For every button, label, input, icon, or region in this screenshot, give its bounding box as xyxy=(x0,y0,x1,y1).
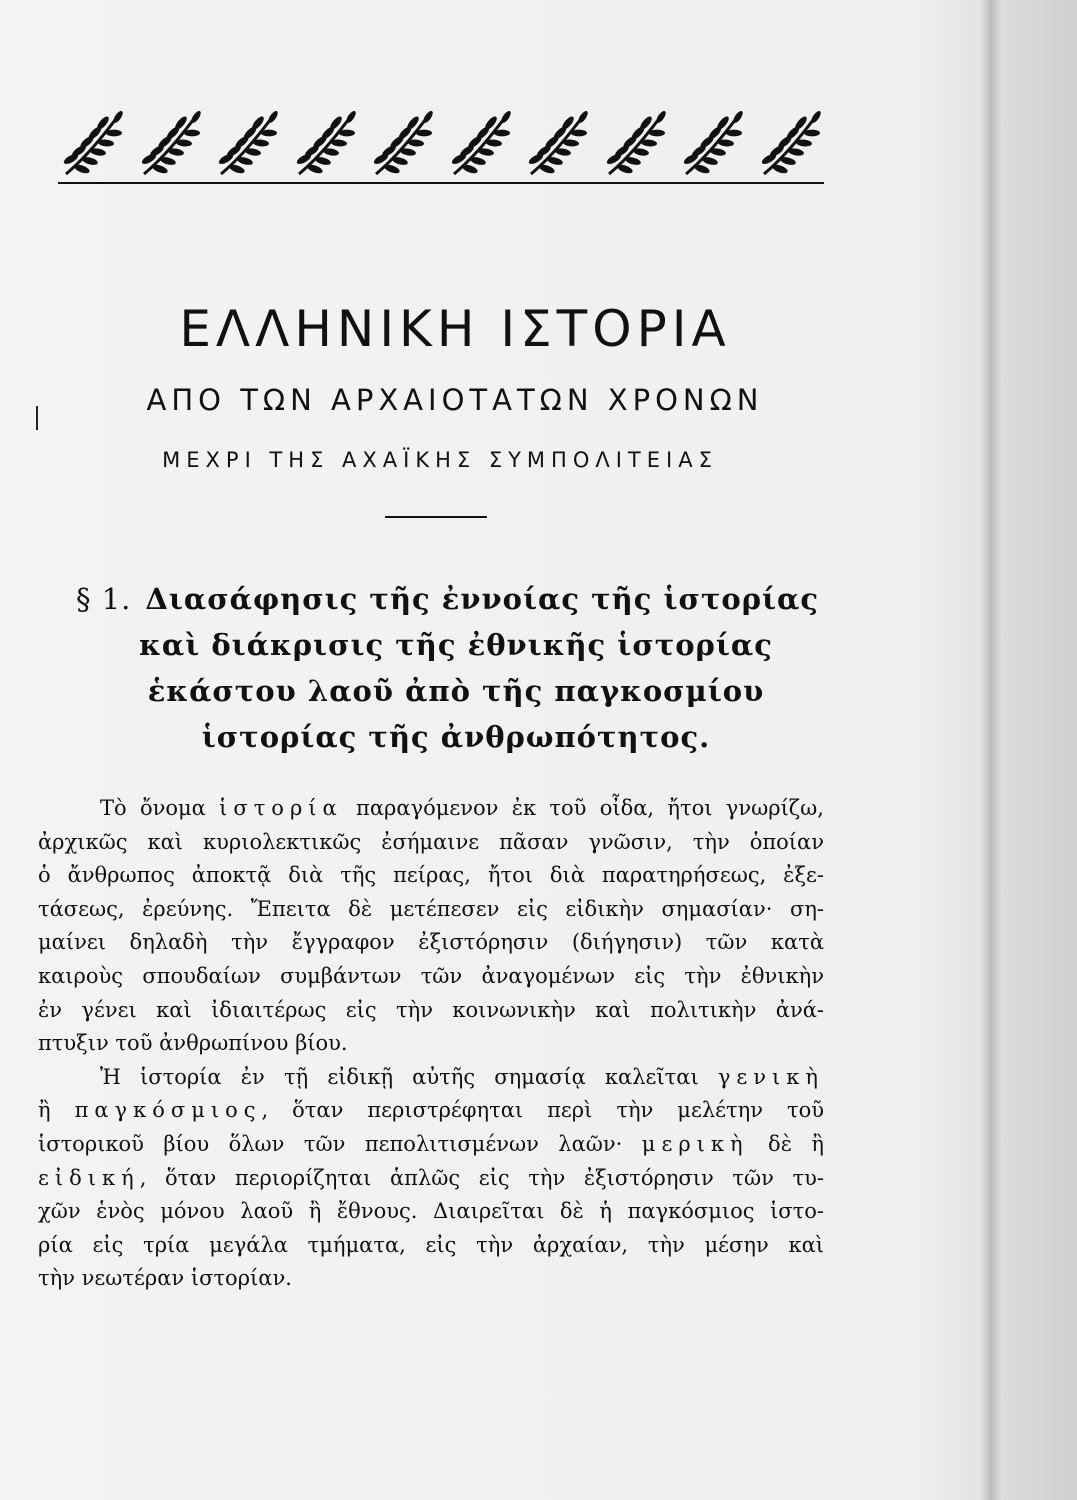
text-segment: Ἡ ἱστορία ἐν τῇ εἰδικῇ αὐτῆς σημασίᾳ καλεῖται xyxy=(100,1064,718,1089)
laurel-sprig-icon xyxy=(680,108,744,180)
book-subtitle-2: ΜΕΧΡΙ ΤΗΣ ΑΧΑΪΚΗΣ ΣΥΜΠΟΛΙΤΕΙΑΣ xyxy=(162,448,718,472)
text-segment: , ὅταν περιστρέφηται περὶ τὴν μελέτην τοῦ xyxy=(261,1098,824,1123)
text-line xyxy=(38,1162,824,1196)
text-line xyxy=(38,1027,824,1061)
text-segment: , ὅταν περιορίζηται ἁπλῶς εἰς τὴν ἐξιστόρησιν τῶν τυ- xyxy=(139,1165,824,1190)
text-segment: ὁ ἄνθρωπος ἀποκτᾷ διὰ τῆς πείρας, ἤτοι διὰ παρατηρήσεως, ἐξε- xyxy=(38,863,824,888)
book-subtitle: ΑΠΟ ΤΩΝ ΑΡΧΑΙΟΤΑΤΩΝ ΧΡΟΝΩΝ xyxy=(146,383,764,417)
section-heading xyxy=(76,576,836,760)
laurel-sprig-icon xyxy=(215,108,279,180)
emphasized-term: γενικὴ xyxy=(717,1064,824,1089)
text-line xyxy=(38,893,824,927)
laurel-ornament-row xyxy=(60,100,822,180)
section-heading-line xyxy=(76,576,836,622)
text-segment: πτυξιν τοῦ ἀνθρωπίνου βίου. xyxy=(38,1031,348,1056)
laurel-sprig-icon xyxy=(370,108,434,180)
text-line xyxy=(38,1229,824,1263)
text-segment: ἀρχικῶς καὶ κυριολεκτικῶς ἐσήμαινε πᾶσαν γνῶσιν, τὴν ὁποίαν xyxy=(38,829,824,854)
section-heading-line: ἱστορίας τῆς ἀνθρωπότητος. xyxy=(201,720,711,754)
section-heading-line: καὶ διάκρισις τῆς ἐθνικῆς ἱστορίας xyxy=(139,628,773,662)
text-segment: ἱστορικοῦ βίου ὅλων τῶν πεπολιτισμένων λαῶν· xyxy=(38,1131,642,1156)
text-segment: παραγόμενον ἐκ τοῦ οἶδα, ἤτοι γνωρίζω, xyxy=(342,796,824,820)
section-heading-text: Διασάφησις τῆς ἐννοίας τῆς ἱστορίας xyxy=(145,582,820,616)
laurel-sprig-icon xyxy=(138,108,202,180)
laurel-sprig-icon xyxy=(448,108,512,180)
laurel-sprig-icon xyxy=(525,108,589,180)
laurel-sprig-icon xyxy=(293,108,357,180)
paragraph xyxy=(38,792,824,1061)
text-line xyxy=(38,1061,824,1095)
paragraph xyxy=(38,1061,824,1296)
text-line xyxy=(38,960,824,994)
laurel-sprig-icon xyxy=(603,108,667,180)
text-segment: ἢ xyxy=(38,1098,75,1123)
text-line xyxy=(38,1094,824,1128)
section-heading-line: ἑκάστου λαοῦ ἀπὸ τῆς παγκοσμίου xyxy=(147,674,765,708)
text-line xyxy=(38,1128,824,1162)
emphasized-term: εἰδική xyxy=(38,1165,140,1190)
text-segment: τάσεως, ἐρεύνης. Ἔπειτα δὲ μετέπεσεν εἰς εἰδικὴν σημασίαν· ση- xyxy=(38,896,824,921)
text-line xyxy=(38,926,824,960)
text-line xyxy=(38,859,824,893)
text-line xyxy=(38,792,824,826)
text-line xyxy=(38,1262,824,1296)
book-title: ΕΛΛΗΝΙΚΗ ΙΣΤΟΡΙΑ xyxy=(179,300,731,358)
text-line xyxy=(38,1195,824,1229)
text-segment: τὴν νεωτέραν ἱστορίαν. xyxy=(38,1266,292,1291)
emphasized-term: ἱστορία xyxy=(219,796,343,820)
section-number: § 1. xyxy=(76,582,132,616)
laurel-sprig-icon xyxy=(60,108,124,180)
laurel-sprig-icon xyxy=(758,108,822,180)
title-divider xyxy=(385,516,487,518)
text-line xyxy=(38,994,824,1028)
text-line xyxy=(38,826,824,860)
header-rule xyxy=(58,182,824,184)
text-segment: δὲ ἢ xyxy=(748,1131,824,1156)
text-segment: χῶν ἑνὸς μόνου λαοῦ ἢ ἔθνους. Διαιρεῖται δὲ ἡ παγκόσμιος ἱστο- xyxy=(38,1199,824,1224)
text-segment: καιροὺς σπουδαίων συμβάντων τῶν ἀναγομένων εἰς τὴν ἐθνικὴν xyxy=(38,963,824,988)
body-text xyxy=(38,792,824,1296)
text-segment: Τὸ ὄνομα xyxy=(100,796,220,820)
text-segment: μαίνει δηλαδὴ τὴν ἔγγραφον ἐξιστόρησιν (διήγησιν) τῶν κατὰ xyxy=(38,930,824,955)
text-segment: ρία εἰς τρία μεγάλα τμήματα, εἰς τὴν ἀρχαίαν, τὴν μέσην καὶ xyxy=(38,1232,824,1257)
emphasized-term: παγκόσμιος xyxy=(74,1098,262,1123)
text-segment: ἐν γένει καὶ ἰδιαιτέρως εἰς τὴν κοινωνικὴν καὶ πολιτικὴν ἀνά- xyxy=(38,997,824,1022)
emphasized-term: μερικὴ xyxy=(641,1131,749,1156)
